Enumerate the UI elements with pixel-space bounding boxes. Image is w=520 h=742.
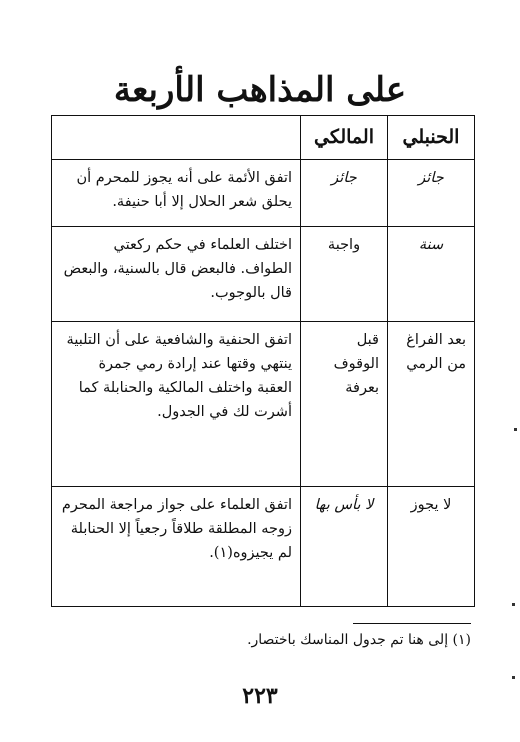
page-title: على المذاهب الأربعة [113,70,407,110]
scan-speck [512,603,515,606]
cell-note: اتفق الحنفية والشافعية على أن التلبية ينتهي وقتها عند إرادة رمي جمرة العقبة واختلف المالكية والحنابلة كما أشرت لك في الجدول. [52,321,301,486]
cell-hanbali: لا يجوز [388,486,475,606]
cell-hanbali: بعد الفراغ من الرمي [388,321,475,486]
scan-speck [514,428,517,431]
table-row [52,159,475,226]
footnote-divider [353,623,471,624]
cell-note: اتفق العلماء على جواز مراجعة المحرم زوجه المطلقة طلاقاً رجعياً إلا الحنابلة لم يجيزوه(١). [52,486,301,606]
cell-hanbali: جائز [388,159,475,226]
madhahib-table [51,115,475,607]
cell-maliki: جائز [301,159,388,226]
scan-speck [512,676,515,679]
cell-note: اختلف العلماء في حكم ركعتي الطواف. فالبعض قال بالسنية، والبعض قال بالوجوب. [52,227,301,322]
header-note [52,116,301,160]
table-header-row [52,116,475,160]
table-row [52,486,475,606]
cell-hanbali: سنة [388,227,475,322]
cell-note: اتفق الأئمة على أنه يجوز للمحرم أن يحلق شعر الحلال إلا أبا حنيفة. [52,159,301,226]
cell-maliki: لا بأس بها [301,486,388,606]
cell-maliki: قبل الوقوف بعرفة [301,321,388,486]
table-row [52,321,475,486]
footnote: (١) إلى هنا تم جدول المناسك باختصار. [247,632,471,648]
header-hanbali: الحنبلي [388,116,475,160]
table-row [52,227,475,322]
cell-maliki: واجبة [301,227,388,322]
header-maliki: المالكي [301,116,388,160]
page-number: ٢٢٣ [242,683,278,709]
